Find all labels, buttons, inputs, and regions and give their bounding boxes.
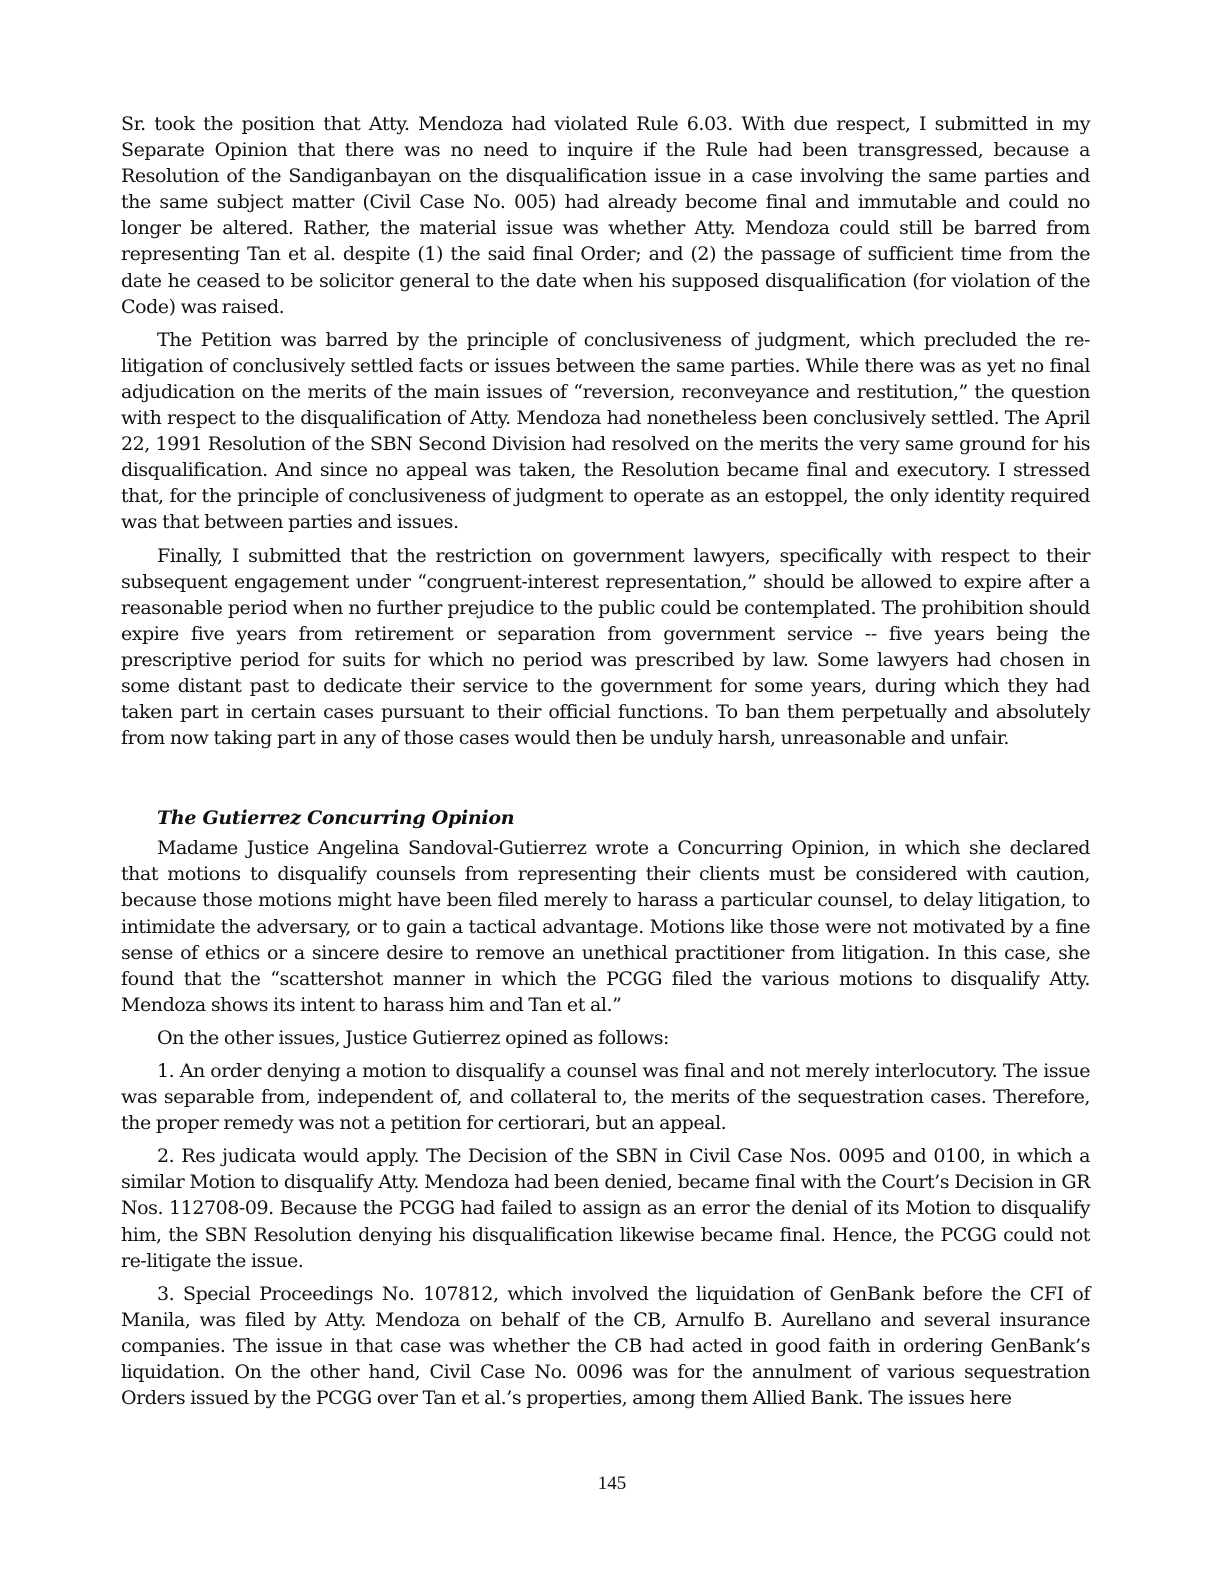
section-heading: The Gutierrez Concurring Opinion (157, 807, 515, 830)
paragraph-gutierrez-intro: Madame Justice Angelina Sandoval-Gutierrez wrote a Concurring Opinion, in which she declared that motions to disqualify counsels from representing their clients must be considered with caution, because those motions might have been filed merely to harass a particular counsel, to delay litigation, to intimidate the adversary, or to gain a tactical advantage. Motions like those were not motivated by a fine sense of ethics or a sincere desire to remove an unethical practitioner from litigation. In this case, she found that the “scattershot manner in which the PCGG filed the various motions to disqualify Atty. Mendoza shows its intent to harass him and Tan et al.” (121, 837, 1090, 1016)
paragraph-item-3: 3. Special Proceedings No. 107812, which involved the liquidation of GenBank before the CFI of Manila, was filed by Atty. Mendoza on behalf of the CB, Arnulfo B. Aurellano and several insurance companies. The issue in that case was whether the CB had acted in good faith in ordering GenBank’s liquidation. On the other hand, Civil Case No. 0096 was for the annulment of various sequestration Orders issued by the PCGG over Tan et al.’s properties, among them Allied Bank. The issues here (121, 1282, 1090, 1410)
page-number: 145 (597, 1473, 627, 1494)
paragraph-item-1: 1. An order denying a motion to disqualify a counsel was final and not merely interlocutory. The issue was separable from, independent of, and collateral to, the merits of the sequestration cases. Therefore, the proper remedy was not a petition for certiorari, but an appeal. (121, 1060, 1090, 1135)
paragraph-item-2: 2. Res judicata would apply. The Decision of the SBN in Civil Case Nos. 0095 and 0100, in which a similar Motion to disqualify Atty. Mendoza had been denied, became final with the Court’s Decision in GR Nos. 112708-09. Because the PCGG had failed to assign as an error the denial of its Motion to disqualify him, the SBN Resolution denying his disqualification likewise became final. Hence, the PCGG could not re-litigate the issue. (121, 1145, 1090, 1272)
paragraph-separate-opinion: Sr. took the position that Atty. Mendoza had violated Rule 6.03. With due respect, I submitted in my Separate Opinion that there was no need to inquire if the Rule had been transgressed, because a Resolution of the Sandiganbayan on the disqualification issue in a case involving the same parties and the same subject matter (Civil Case No. 005) had already become final and immutable and could no longer be altered. Rather, the material issue was whether Atty. Mendoza could still be barred from representing Tan et al. despite (1) the said final Order; and (2) the passage of sufficient time from the date he ceased to be solicitor general to the date when his supposed disqualification (for violation of the Code) was raised. (121, 113, 1090, 318)
document-page (121, 111, 1090, 1418)
paragraph-conclusiveness-of-judgment: The Petition was barred by the principle of conclusiveness of judgment, which precluded the re-litigation of conclusively settled facts or issues between the same parties. While there was as yet no final adjudication on the merits of the main issues of “reversion, reconveyance and restitution,” the question with respect to the disqualification of Atty. Mendoza had nonetheless been conclusively settled. The April 22, 1991 Resolution of the SBN Second Division had resolved on the merits the very same ground for his disqualification. And since no appeal was taken, the Resolution became final and executory. I stressed that, for the principle of conclusiveness of judgment to operate as an estoppel, the only identity required was that between parties and issues. (121, 328, 1090, 534)
paragraph-restriction-expiry: Finally, I submitted that the restriction on government lawyers, specifically with respect to their subsequent engagement under “congruent-interest representation,” should be allowed to expire after a reasonable period when no further prejudice to the public could be contemplated. The prohibition should expire five years from retirement or separation from government service -- five years being the prescriptive period for suits for which no period was prescribed by law. Some lawyers had chosen in some distant past to dedicate their service to the government for some years, during which they had taken part in certain cases pursuant to their official functions. To ban them perpetually and absolutely from now taking part in any of those cases would then be unduly harsh, unreasonable and unfair. (121, 544, 1090, 750)
paragraph-other-issues: On the other issues, Justice Gutierrez opined as follows: (157, 1026, 669, 1049)
